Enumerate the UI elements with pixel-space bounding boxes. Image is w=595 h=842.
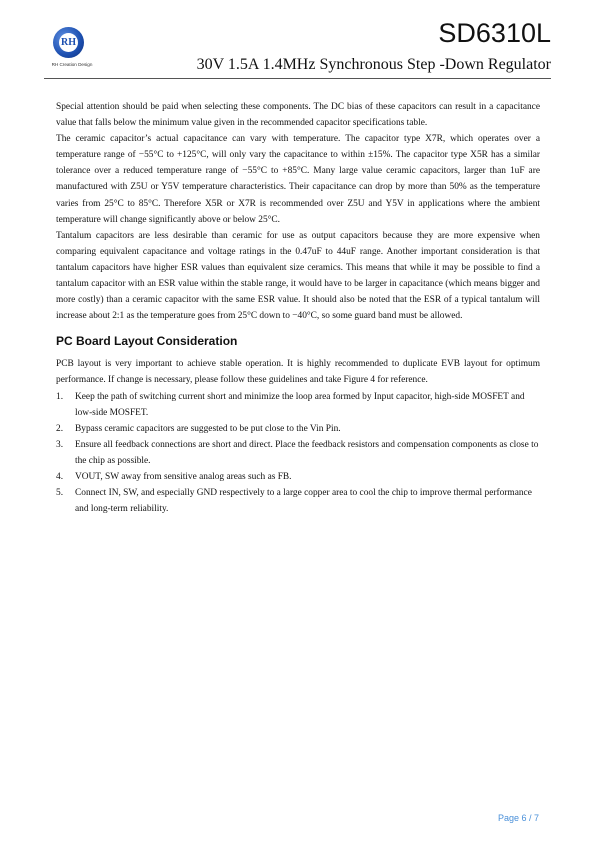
- company-logo: [44, 27, 100, 75]
- list-item: [56, 389, 540, 421]
- list-item: [56, 421, 540, 437]
- paragraph-ceramic-temperature: The ceramic capacitor’s actual capacitance can vary with temperature. The capacitor type X7R, which operates over a temperature range of −55°C to +125°C, will only vary the capacitance to within ±15%. The capacitor type X5R has a similar tolerance over a reduced temperature range of −55°C to +85°C. Many large value ceramic capacitors, larger than 1uF are manufactured with Z5U or Y5V temperature characteristics. Their capacitance can drop by more than 50% as the temperature varies from 25°C to 85°C. Therefore X5R or X7R is recommended over Z5U and Y5V in applications where the ambient temperature will change significantly above or below 25°C.: [56, 134, 540, 225]
- list-number: 4.: [56, 471, 64, 482]
- list-text: Keep the path of switching current short and minimize the loop area formed by Input capacitor, high-side MOSFET and low-side MOSFET.: [75, 391, 525, 418]
- logo-globe-icon: [53, 27, 84, 58]
- list-item: [56, 437, 540, 469]
- header-divider: [44, 78, 551, 79]
- list-item: [56, 469, 540, 485]
- section-heading-pcb-layout: PC Board Layout Consideration: [56, 334, 238, 349]
- page-number: Page 6 / 7: [497, 813, 539, 823]
- part-number: SD6310L: [438, 18, 551, 48]
- paragraph-layout-intro: PCB layout is very important to achieve stable operation. It is highly recommended to duplicate EVB layout for optimum performance. If change is necessary, please follow these guidelines and take Figure 4 for reference.: [56, 359, 540, 386]
- list-text: VOUT, SW away from sensitive analog areas such as FB.: [75, 471, 292, 482]
- main-content: [56, 99, 540, 517]
- logo-mark: RH: [59, 33, 78, 52]
- list-number: 5.: [56, 488, 64, 499]
- list-number: 2.: [56, 423, 64, 434]
- list-number: 3.: [56, 439, 64, 450]
- list-item: [56, 485, 540, 517]
- paragraph-dc-bias: Special attention should be paid when selecting these components. The DC bias of these capacitors can result in a capacitance value that falls below the minimum value given in the recommended capacitor specifications table.: [56, 102, 540, 129]
- layout-guidelines-list: [56, 389, 540, 518]
- paragraph-tantalum: Tantalum capacitors are less desirable than ceramic for use as output capacitors because they are more expensive when comparing equivalent capacitance and voltage ratings in the 0.47uF to 44uF range. Another important consideration is that tantalum capacitors have higher ESR values than equivalent size ceramics. This means that while it may be possible to find a tantalum capacitor with an ESR value within the stable range, it would have to be larger in capacitance (which means bigger and more costly) than a ceramic capacitor with the same ESR value. It should also be noted that the ESR of a typical tantalum will increase about 2:1 as the temperature goes from 25°C down to −40°C, so some guard band must be allowed.: [56, 230, 540, 322]
- list-text: Connect IN, SW, and especially GND respectively to a large copper area to cool the chip to improve thermal performance and long-term reliability.: [75, 488, 532, 515]
- logo-caption: RH Creation Design: [51, 62, 93, 67]
- document-subtitle: 30V 1.5A 1.4MHz Synchronous Step -Down Regulator: [196, 56, 551, 73]
- list-text: Ensure all feedback connections are short and direct. Place the feedback resistors and compensation components as close to the chip as possible.: [75, 439, 539, 466]
- list-number: 1.: [56, 391, 64, 402]
- list-text: Bypass ceramic capacitors are suggested to be put close to the Vin Pin.: [75, 423, 341, 434]
